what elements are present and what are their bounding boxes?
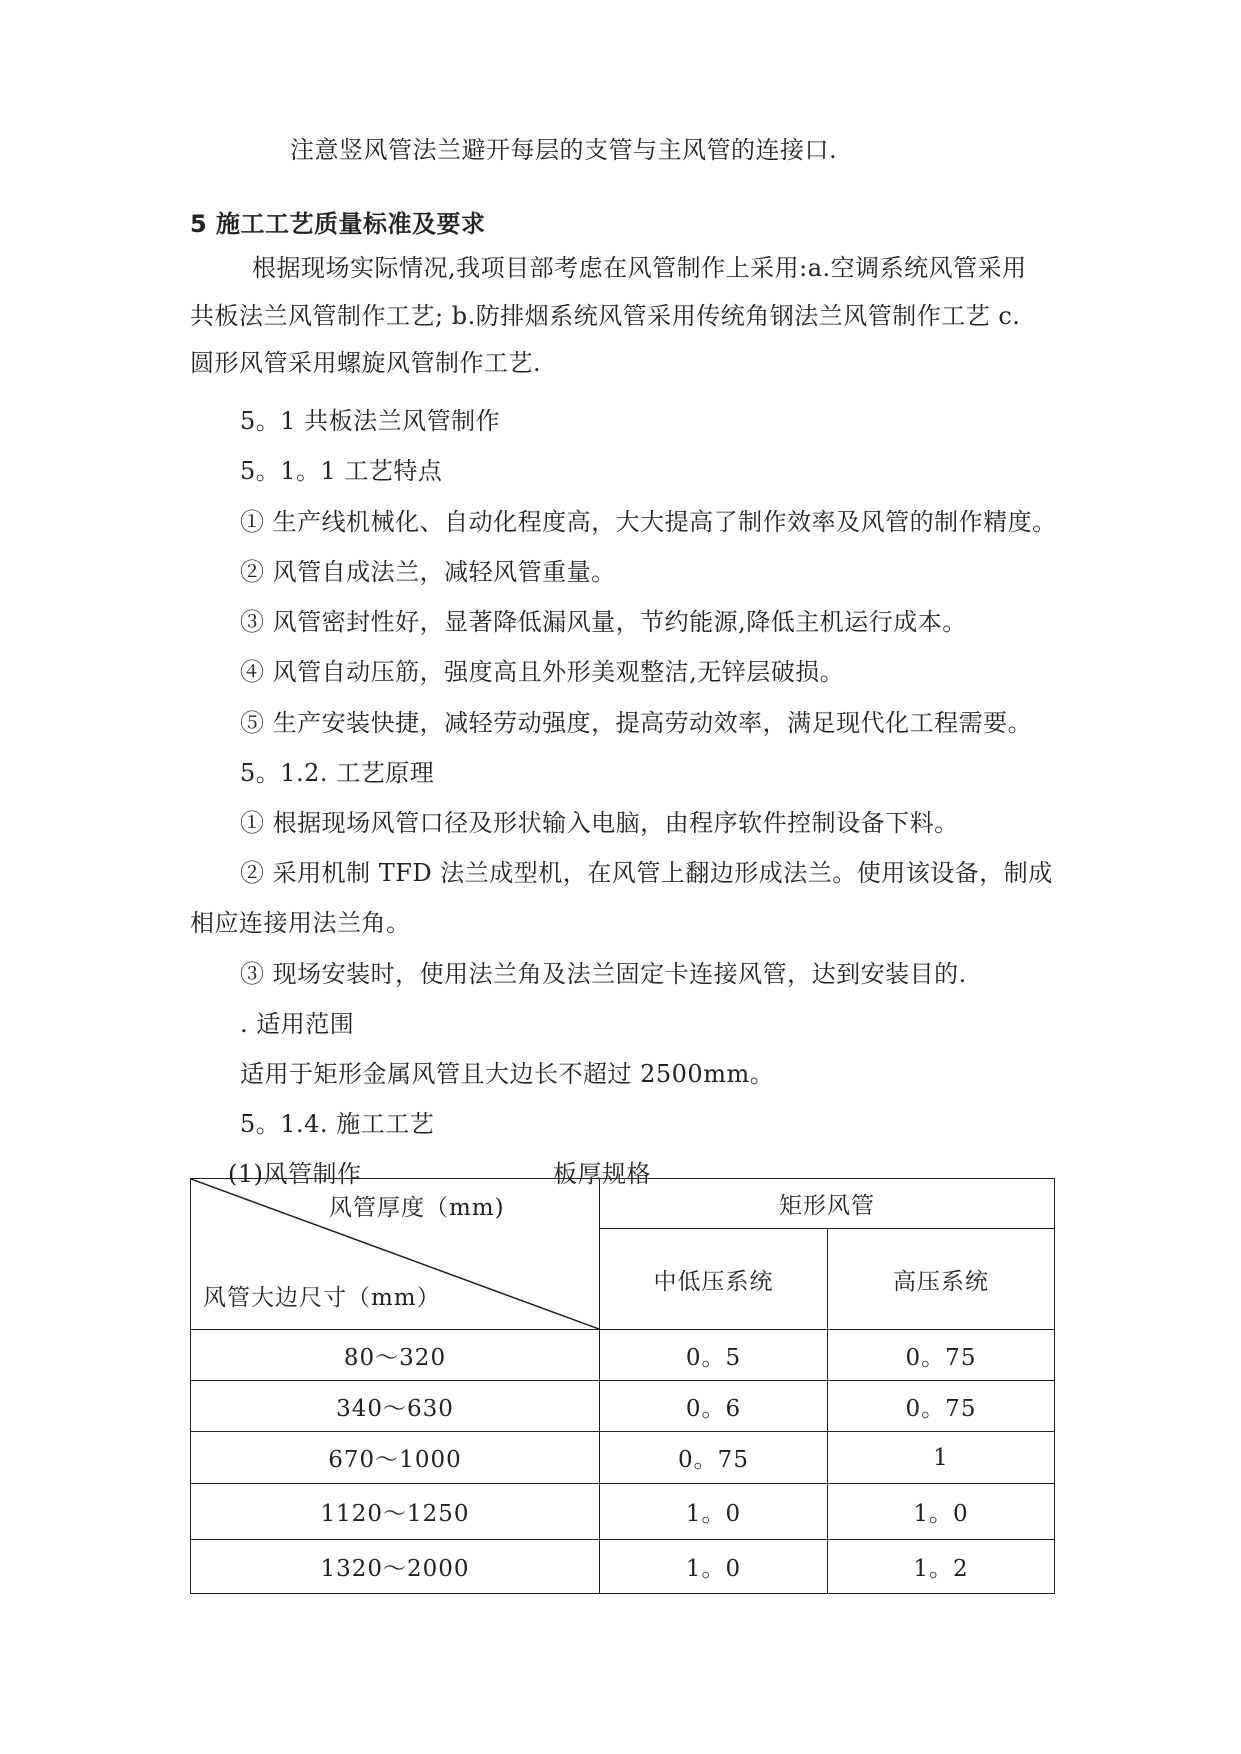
high-cell: 1 xyxy=(828,1432,1055,1484)
subsection-heading: 5。1.2. 工艺原理 xyxy=(240,759,435,787)
low-cell: 0。6 xyxy=(600,1381,828,1432)
size-cell: 670～1000 xyxy=(191,1432,600,1484)
thickness-spec-table xyxy=(190,1178,1055,1594)
table-row xyxy=(191,1330,1055,1381)
paragraph-line: 相应连接用法兰角。 xyxy=(190,909,411,937)
table-caption-left: (1)风管制作 xyxy=(228,1160,362,1188)
column-axis-label: 风管厚度（mm) xyxy=(329,1195,505,1221)
list-item: ① 生产线机械化、自动化程度高，大大提高了制作效率及风管的制作精度。 xyxy=(240,508,1057,536)
subsection-heading: 5。1.4. 施工工艺 xyxy=(240,1110,435,1138)
paragraph-line: 共板法兰风管制作工艺; b.防排烟系统风管采用传统角钢法兰风管制作工艺 c. xyxy=(190,302,1021,330)
diagonal-header-cell xyxy=(191,1179,600,1330)
high-cell: 0。75 xyxy=(828,1381,1055,1432)
low-cell: 0。75 xyxy=(600,1432,828,1484)
size-cell: 1120～1250 xyxy=(191,1484,600,1540)
list-item: ② 采用机制 TFD 法兰成型机，在风管上翻边形成法兰。使用该设备，制成 xyxy=(240,859,1053,887)
group-header: 矩形风管 xyxy=(600,1179,1055,1229)
size-cell: 80～320 xyxy=(191,1330,600,1381)
low-cell: 1。0 xyxy=(600,1540,828,1594)
high-cell: 0。75 xyxy=(828,1330,1055,1381)
high-cell: 1。0 xyxy=(828,1484,1055,1540)
table-caption: 板厚规格 xyxy=(553,1160,651,1188)
list-item: ⑤ 生产安装快捷，减轻劳动强度，提高劳动效率，满足现代化工程需要。 xyxy=(240,709,1033,737)
section-heading: 5 施工工艺质量标准及要求 xyxy=(190,210,486,238)
list-item: ① 根据现场风管口径及形状输入电脑，由程序软件控制设备下料。 xyxy=(240,809,959,837)
list-item: ③ 现场安装时，使用法兰角及法兰固定卡连接风管，达到安装目的. xyxy=(240,960,967,988)
table-row xyxy=(191,1432,1055,1484)
table-row xyxy=(191,1484,1055,1540)
size-cell: 340～630 xyxy=(191,1381,600,1432)
paragraph-line: 根据现场实际情况,我项目部考虑在风管制作上采用:a.空调系统风管采用 xyxy=(252,254,1027,282)
column-header-high: 高压系统 xyxy=(828,1229,1055,1330)
high-cell: 1。2 xyxy=(828,1540,1055,1594)
low-cell: 1。0 xyxy=(600,1484,828,1540)
paragraph-line: 圆形风管采用螺旋风管制作工艺. xyxy=(190,349,542,377)
paragraph-line: 适用于矩形金属风管且大边长不超过 2500mm。 xyxy=(240,1060,775,1088)
paragraph-line: 注意竖风管法兰避开每层的支管与主风管的连接口. xyxy=(290,136,838,164)
list-item: ③ 风管密封性好，显著降低漏风量，节约能源,降低主机运行成本。 xyxy=(240,608,967,636)
table-row xyxy=(191,1540,1055,1594)
subsection-heading: 5。1。1 工艺特点 xyxy=(240,457,443,485)
list-item: ④ 风管自动压筋，强度高且外形美观整洁,无锌层破损。 xyxy=(240,658,845,686)
table-row xyxy=(191,1381,1055,1432)
row-axis-label: 风管大边尺寸（mm） xyxy=(203,1285,441,1311)
subsection-heading: 5。1 共板法兰风管制作 xyxy=(240,407,501,435)
subsection-heading: . 适用范围 xyxy=(240,1010,355,1038)
list-item: ② 风管自成法兰，减轻风管重量。 xyxy=(240,558,616,586)
size-cell: 1320～2000 xyxy=(191,1540,600,1594)
column-header-low: 中低压系统 xyxy=(600,1229,828,1330)
low-cell: 0。5 xyxy=(600,1330,828,1381)
